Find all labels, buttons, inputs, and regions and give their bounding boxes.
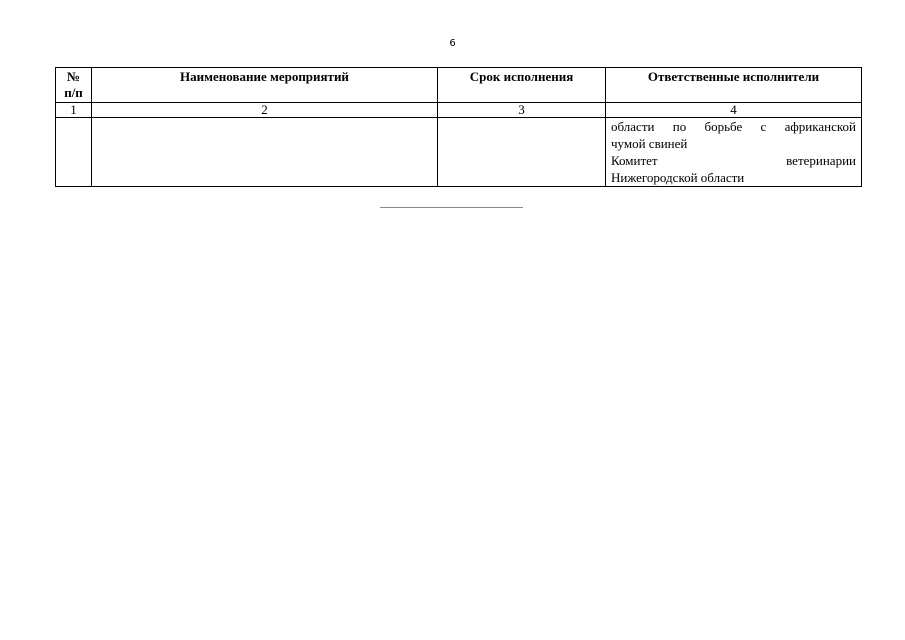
row-responsible-cell <box>606 118 862 187</box>
column-number-1: 1 <box>56 103 92 118</box>
row-number-cell <box>56 118 92 187</box>
column-number-4: 4 <box>606 103 862 118</box>
header-responsible: Ответственные исполнители <box>606 68 862 103</box>
row-measure-cell <box>92 118 438 187</box>
column-number-3: 3 <box>438 103 606 118</box>
table-header-row <box>56 68 862 103</box>
responsible-line: области по борьбе с африканской <box>611 119 856 134</box>
column-number-2: 2 <box>92 103 438 118</box>
responsible-line: Комитет ветеринарии <box>611 153 856 168</box>
responsible-line: Нижегородской области <box>611 170 745 185</box>
header-measures: Наименование мероприятий <box>92 68 438 103</box>
end-of-document-rule <box>380 207 523 208</box>
column-number-row <box>56 103 862 118</box>
header-number: № п/п <box>56 68 92 103</box>
row-deadline-cell <box>438 118 606 187</box>
measures-table <box>55 67 862 187</box>
responsible-line: чумой свиней <box>611 136 688 151</box>
page-number: 6 <box>449 38 456 49</box>
table-row <box>56 118 862 187</box>
header-deadline: Срок исполнения <box>438 68 606 103</box>
